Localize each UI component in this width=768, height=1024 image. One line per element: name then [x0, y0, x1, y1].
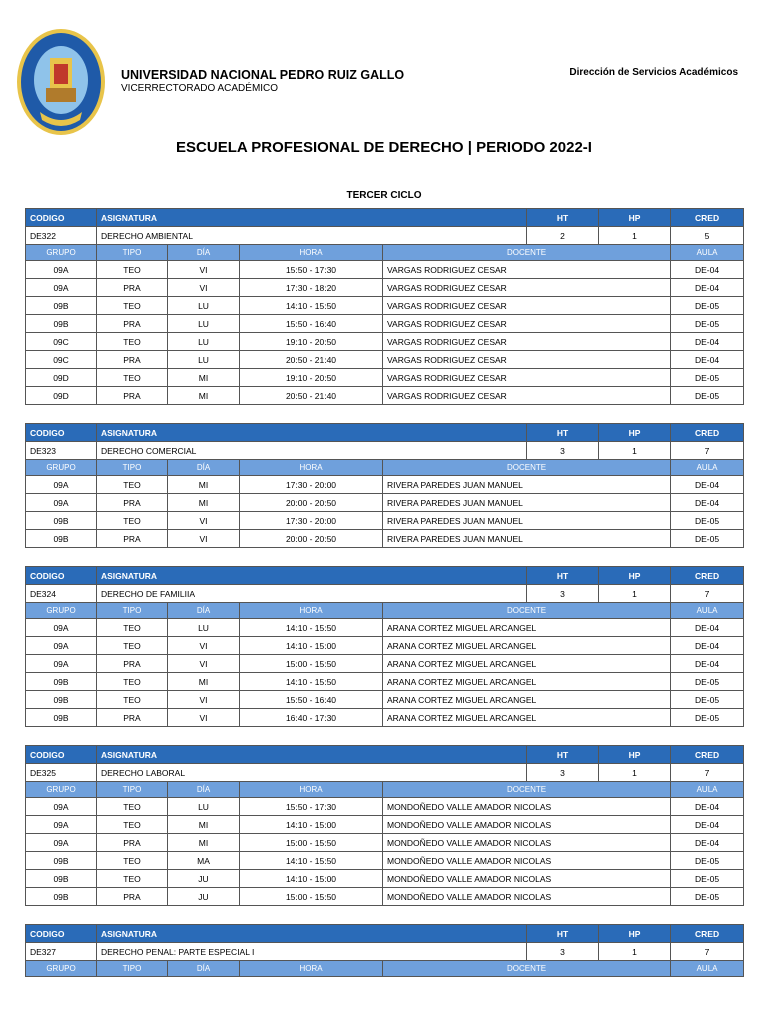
col-grupo: GRUPO [26, 460, 97, 476]
hora-cell: 15:50 - 16:40 [240, 691, 383, 709]
aula-cell: DE-04 [671, 655, 744, 673]
hora-cell: 14:10 - 15:00 [240, 816, 383, 834]
grupo-cell: 09A [26, 816, 97, 834]
col-tipo: TIPO [97, 961, 168, 977]
tipo-cell: TEO [97, 816, 168, 834]
aula-cell: DE-05 [671, 512, 744, 530]
table-row [26, 673, 744, 691]
tipo-cell: TEO [97, 297, 168, 315]
col-aula: AULA [671, 782, 744, 798]
course-code: DE322 [26, 227, 97, 245]
col-docente: DOCENTE [383, 460, 671, 476]
course-name: DERECHO LABORAL [97, 764, 527, 782]
col-tipo: TIPO [97, 782, 168, 798]
docente-cell: VARGAS RODRIGUEZ CESAR [383, 333, 671, 351]
col-tipo: TIPO [97, 245, 168, 261]
col-ht: HT [527, 925, 599, 943]
hora-cell: 15:00 - 15:50 [240, 834, 383, 852]
tipo-cell: TEO [97, 691, 168, 709]
hora-cell: 14:10 - 15:50 [240, 673, 383, 691]
aula-cell: DE-04 [671, 834, 744, 852]
grupo-cell: 09C [26, 351, 97, 369]
dia-cell: LU [168, 798, 240, 816]
col-ht: HT [527, 567, 599, 585]
docente-cell: VARGAS RODRIGUEZ CESAR [383, 315, 671, 333]
table-row [26, 494, 744, 512]
hora-cell: 15:50 - 17:30 [240, 261, 383, 279]
grupo-cell: 09B [26, 888, 97, 906]
col-dia: DÍA [168, 782, 240, 798]
hora-cell: 15:50 - 16:40 [240, 315, 383, 333]
docente-cell: MONDOÑEDO VALLE AMADOR NICOLAS [383, 798, 671, 816]
course-table [25, 208, 744, 405]
table-row [26, 888, 744, 906]
col-hora: HORA [240, 782, 383, 798]
hora-cell: 14:10 - 15:50 [240, 852, 383, 870]
table-row [26, 369, 744, 387]
course-hp: 1 [599, 442, 671, 460]
col-ht: HT [527, 424, 599, 442]
dia-cell: MI [168, 387, 240, 405]
col-dia: DÍA [168, 245, 240, 261]
hora-cell: 17:30 - 20:00 [240, 512, 383, 530]
grupo-cell: 09A [26, 834, 97, 852]
grupo-cell: 09C [26, 333, 97, 351]
col-codigo: CODIGO [26, 424, 97, 442]
grupo-cell: 09B [26, 315, 97, 333]
grupo-cell: 09B [26, 852, 97, 870]
aula-cell: DE-04 [671, 494, 744, 512]
col-hora: HORA [240, 245, 383, 261]
col-dia: DÍA [168, 961, 240, 977]
cycle-title: TERCER CICLO [346, 190, 422, 201]
table-row [26, 637, 744, 655]
table-row [26, 315, 744, 333]
docente-cell: ARANA CORTEZ MIGUEL ARCANGEL [383, 709, 671, 727]
table-row [26, 798, 744, 816]
tipo-cell: PRA [97, 709, 168, 727]
course-name: DERECHO DE FAMILIIA [97, 585, 527, 603]
course-name: DERECHO PENAL: PARTE ESPECIAL I [97, 943, 527, 961]
table-row [26, 387, 744, 405]
tipo-cell: TEO [97, 369, 168, 387]
dia-cell: MI [168, 816, 240, 834]
col-hp: HP [599, 746, 671, 764]
grupo-cell: 09A [26, 476, 97, 494]
dia-cell: JU [168, 870, 240, 888]
hora-cell: 17:30 - 20:00 [240, 476, 383, 494]
col-codigo: CODIGO [26, 567, 97, 585]
course-hp: 1 [599, 943, 671, 961]
course-ht: 3 [527, 943, 599, 961]
col-hora: HORA [240, 603, 383, 619]
course-code: DE323 [26, 442, 97, 460]
course-name: DERECHO AMBIENTAL [97, 227, 527, 245]
university-seal-logo [16, 28, 106, 136]
grupo-cell: 09A [26, 798, 97, 816]
aula-cell: DE-04 [671, 476, 744, 494]
docente-cell: RIVERA PAREDES JUAN MANUEL [383, 494, 671, 512]
grupo-cell: 09A [26, 637, 97, 655]
col-hp: HP [599, 209, 671, 227]
docente-cell: ARANA CORTEZ MIGUEL ARCANGEL [383, 673, 671, 691]
course-name: DERECHO COMERCIAL [97, 442, 527, 460]
hora-cell: 20:00 - 20:50 [240, 530, 383, 548]
grupo-cell: 09B [26, 709, 97, 727]
docente-cell: MONDOÑEDO VALLE AMADOR NICOLAS [383, 888, 671, 906]
tipo-cell: TEO [97, 261, 168, 279]
hora-cell: 15:00 - 15:50 [240, 655, 383, 673]
tipo-cell: TEO [97, 852, 168, 870]
hora-cell: 15:50 - 17:30 [240, 798, 383, 816]
course-ht: 3 [527, 585, 599, 603]
dia-cell: VI [168, 637, 240, 655]
aula-cell: DE-04 [671, 798, 744, 816]
grupo-cell: 09B [26, 870, 97, 888]
course-table [25, 745, 744, 906]
dia-cell: MI [168, 369, 240, 387]
course-ht: 2 [527, 227, 599, 245]
col-tipo: TIPO [97, 603, 168, 619]
tipo-cell: TEO [97, 637, 168, 655]
vice-rectorate: VICERRECTORADO ACADÉMICO [121, 83, 279, 94]
aula-cell: DE-05 [671, 691, 744, 709]
course-cred: 7 [671, 764, 744, 782]
grupo-cell: 09B [26, 673, 97, 691]
page-title: ESCUELA PROFESIONAL DE DERECHO | PERIODO 2022-I [176, 139, 592, 156]
dia-cell: VI [168, 691, 240, 709]
col-cred: CRED [671, 746, 744, 764]
table-row [26, 709, 744, 727]
course-cred: 7 [671, 442, 744, 460]
course-code: DE325 [26, 764, 97, 782]
aula-cell: DE-05 [671, 530, 744, 548]
docente-cell: MONDOÑEDO VALLE AMADOR NICOLAS [383, 870, 671, 888]
docente-cell: VARGAS RODRIGUEZ CESAR [383, 297, 671, 315]
col-asignatura: ASIGNATURA [97, 925, 527, 943]
col-aula: AULA [671, 245, 744, 261]
col-dia: DÍA [168, 460, 240, 476]
col-hora: HORA [240, 961, 383, 977]
col-cred: CRED [671, 209, 744, 227]
aula-cell: DE-05 [671, 315, 744, 333]
table-row [26, 834, 744, 852]
course-table [25, 566, 744, 727]
col-ht: HT [527, 746, 599, 764]
col-grupo: GRUPO [26, 961, 97, 977]
tipo-cell: TEO [97, 476, 168, 494]
dia-cell: LU [168, 619, 240, 637]
col-aula: AULA [671, 460, 744, 476]
dia-cell: MI [168, 494, 240, 512]
dia-cell: MI [168, 476, 240, 494]
grupo-cell: 09B [26, 530, 97, 548]
table-row [26, 870, 744, 888]
course-code: DE327 [26, 943, 97, 961]
aula-cell: DE-04 [671, 279, 744, 297]
course-hp: 1 [599, 227, 671, 245]
hora-cell: 15:00 - 15:50 [240, 888, 383, 906]
hora-cell: 17:30 - 18:20 [240, 279, 383, 297]
tipo-cell: PRA [97, 888, 168, 906]
col-hp: HP [599, 567, 671, 585]
dia-cell: MI [168, 834, 240, 852]
col-tipo: TIPO [97, 460, 168, 476]
table-row [26, 279, 744, 297]
grupo-cell: 09A [26, 279, 97, 297]
docente-cell: RIVERA PAREDES JUAN MANUEL [383, 512, 671, 530]
docente-cell: MONDOÑEDO VALLE AMADOR NICOLAS [383, 834, 671, 852]
tipo-cell: PRA [97, 315, 168, 333]
dia-cell: VI [168, 655, 240, 673]
docente-cell: VARGAS RODRIGUEZ CESAR [383, 387, 671, 405]
tipo-cell: PRA [97, 655, 168, 673]
dia-cell: JU [168, 888, 240, 906]
course-table [25, 423, 744, 548]
col-hp: HP [599, 925, 671, 943]
tipo-cell: TEO [97, 870, 168, 888]
tipo-cell: TEO [97, 798, 168, 816]
hora-cell: 14:10 - 15:00 [240, 870, 383, 888]
col-asignatura: ASIGNATURA [97, 424, 527, 442]
course-hp: 1 [599, 764, 671, 782]
docente-cell: VARGAS RODRIGUEZ CESAR [383, 369, 671, 387]
dia-cell: VI [168, 709, 240, 727]
col-dia: DÍA [168, 603, 240, 619]
hora-cell: 14:10 - 15:50 [240, 297, 383, 315]
table-row [26, 297, 744, 315]
tipo-cell: TEO [97, 333, 168, 351]
tipo-cell: TEO [97, 673, 168, 691]
hora-cell: 20:00 - 20:50 [240, 494, 383, 512]
aula-cell: DE-04 [671, 619, 744, 637]
col-docente: DOCENTE [383, 245, 671, 261]
grupo-cell: 09D [26, 369, 97, 387]
direction-name: Dirección de Servicios Académicos [569, 67, 738, 78]
tipo-cell: PRA [97, 494, 168, 512]
dia-cell: LU [168, 297, 240, 315]
grupo-cell: 09D [26, 387, 97, 405]
aula-cell: DE-04 [671, 351, 744, 369]
dia-cell: VI [168, 530, 240, 548]
hora-cell: 19:10 - 20:50 [240, 369, 383, 387]
table-row [26, 619, 744, 637]
table-row [26, 351, 744, 369]
docente-cell: VARGAS RODRIGUEZ CESAR [383, 261, 671, 279]
course-ht: 3 [527, 764, 599, 782]
grupo-cell: 09A [26, 494, 97, 512]
col-hora: HORA [240, 460, 383, 476]
table-row [26, 691, 744, 709]
aula-cell: DE-04 [671, 816, 744, 834]
university-name: UNIVERSIDAD NACIONAL PEDRO RUIZ GALLO [121, 68, 405, 82]
aula-cell: DE-05 [671, 369, 744, 387]
course-hp: 1 [599, 585, 671, 603]
table-row [26, 816, 744, 834]
course-cred: 5 [671, 227, 744, 245]
col-grupo: GRUPO [26, 782, 97, 798]
grupo-cell: 09B [26, 297, 97, 315]
table-row [26, 476, 744, 494]
dia-cell: MA [168, 852, 240, 870]
table-row [26, 852, 744, 870]
course-table [25, 924, 744, 977]
table-row [26, 655, 744, 673]
hora-cell: 16:40 - 17:30 [240, 709, 383, 727]
aula-cell: DE-04 [671, 637, 744, 655]
col-cred: CRED [671, 424, 744, 442]
table-row [26, 333, 744, 351]
col-cred: CRED [671, 925, 744, 943]
hora-cell: 14:10 - 15:00 [240, 637, 383, 655]
dia-cell: LU [168, 351, 240, 369]
col-hp: HP [599, 424, 671, 442]
hora-cell: 20:50 - 21:40 [240, 351, 383, 369]
docente-cell: ARANA CORTEZ MIGUEL ARCANGEL [383, 691, 671, 709]
docente-cell: VARGAS RODRIGUEZ CESAR [383, 351, 671, 369]
col-aula: AULA [671, 961, 744, 977]
hora-cell: 14:10 - 15:50 [240, 619, 383, 637]
docente-cell: ARANA CORTEZ MIGUEL ARCANGEL [383, 655, 671, 673]
grupo-cell: 09A [26, 655, 97, 673]
col-docente: DOCENTE [383, 782, 671, 798]
col-codigo: CODIGO [26, 925, 97, 943]
grupo-cell: 09A [26, 261, 97, 279]
col-aula: AULA [671, 603, 744, 619]
dia-cell: VI [168, 512, 240, 530]
col-docente: DOCENTE [383, 961, 671, 977]
tipo-cell: PRA [97, 530, 168, 548]
docente-cell: MONDOÑEDO VALLE AMADOR NICOLAS [383, 816, 671, 834]
dia-cell: VI [168, 261, 240, 279]
course-code: DE324 [26, 585, 97, 603]
tipo-cell: TEO [97, 619, 168, 637]
dia-cell: LU [168, 315, 240, 333]
aula-cell: DE-05 [671, 870, 744, 888]
col-asignatura: ASIGNATURA [97, 209, 527, 227]
dia-cell: MI [168, 673, 240, 691]
course-cred: 7 [671, 585, 744, 603]
tipo-cell: PRA [97, 834, 168, 852]
col-grupo: GRUPO [26, 603, 97, 619]
docente-cell: RIVERA PAREDES JUAN MANUEL [383, 530, 671, 548]
dia-cell: VI [168, 279, 240, 297]
aula-cell: DE-05 [671, 888, 744, 906]
aula-cell: DE-05 [671, 673, 744, 691]
grupo-cell: 09A [26, 619, 97, 637]
tipo-cell: PRA [97, 387, 168, 405]
tipo-cell: PRA [97, 351, 168, 369]
course-ht: 3 [527, 442, 599, 460]
col-codigo: CODIGO [26, 746, 97, 764]
col-codigo: CODIGO [26, 209, 97, 227]
dia-cell: LU [168, 333, 240, 351]
aula-cell: DE-05 [671, 297, 744, 315]
hora-cell: 19:10 - 20:50 [240, 333, 383, 351]
table-row [26, 261, 744, 279]
aula-cell: DE-05 [671, 387, 744, 405]
hora-cell: 20:50 - 21:40 [240, 387, 383, 405]
col-ht: HT [527, 209, 599, 227]
col-asignatura: ASIGNATURA [97, 746, 527, 764]
aula-cell: DE-04 [671, 333, 744, 351]
col-grupo: GRUPO [26, 245, 97, 261]
docente-cell: MONDOÑEDO VALLE AMADOR NICOLAS [383, 852, 671, 870]
col-asignatura: ASIGNATURA [97, 567, 527, 585]
table-row [26, 512, 744, 530]
col-docente: DOCENTE [383, 603, 671, 619]
docente-cell: ARANA CORTEZ MIGUEL ARCANGEL [383, 637, 671, 655]
tipo-cell: TEO [97, 512, 168, 530]
grupo-cell: 09B [26, 512, 97, 530]
aula-cell: DE-05 [671, 852, 744, 870]
table-row [26, 530, 744, 548]
col-cred: CRED [671, 567, 744, 585]
course-cred: 7 [671, 943, 744, 961]
aula-cell: DE-04 [671, 261, 744, 279]
docente-cell: ARANA CORTEZ MIGUEL ARCANGEL [383, 619, 671, 637]
grupo-cell: 09B [26, 691, 97, 709]
docente-cell: RIVERA PAREDES JUAN MANUEL [383, 476, 671, 494]
aula-cell: DE-05 [671, 709, 744, 727]
tipo-cell: PRA [97, 279, 168, 297]
docente-cell: VARGAS RODRIGUEZ CESAR [383, 279, 671, 297]
